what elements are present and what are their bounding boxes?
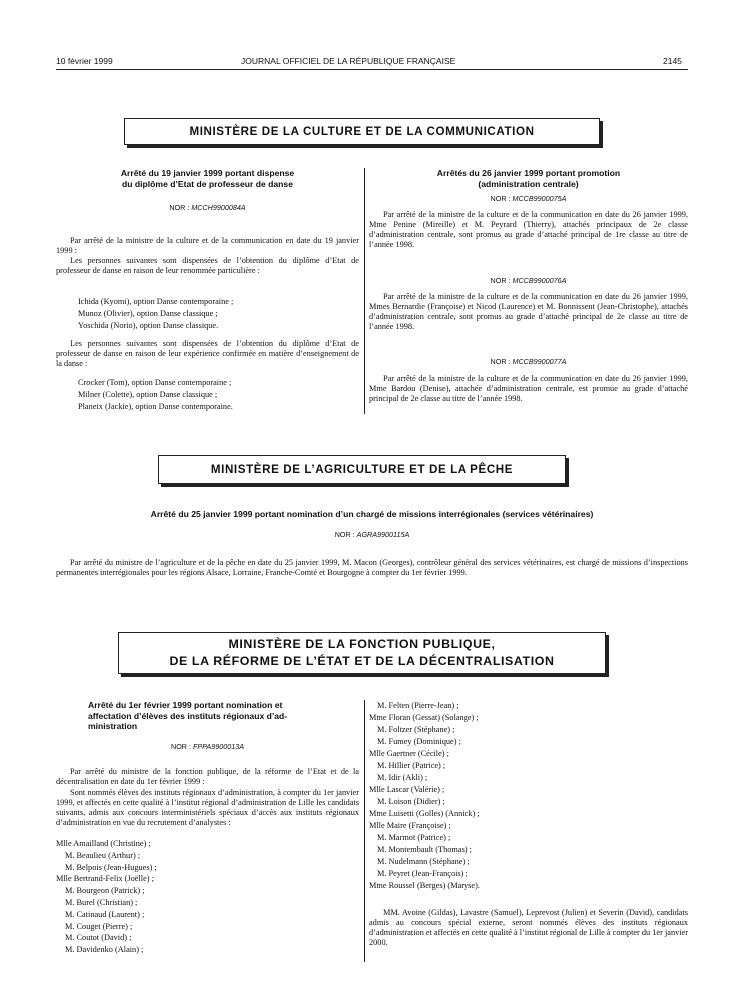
title-line: DE LA RÉFORME DE L’ÉTAT ET DE LA DÉCENTRALISATION bbox=[169, 654, 555, 668]
list-item: M. Fumey (Dominique) ; bbox=[377, 737, 461, 746]
list-item: M. Montembault (Thomas) ; bbox=[377, 845, 472, 854]
list-item: Ichida (Kyomi), option Danse contemporaine ; bbox=[78, 297, 234, 306]
list-item: M. Couget (Pierre) ; bbox=[65, 921, 133, 931]
culture-right-nor-1 bbox=[369, 194, 688, 203]
nor-label: NOR : bbox=[490, 194, 511, 203]
fonction-candidate-list-right bbox=[369, 700, 687, 892]
list-item: M. Belpois (Jean-Hugues) ; bbox=[65, 862, 157, 872]
list-item: M. Bourgeon (Patrick) ; bbox=[65, 886, 145, 896]
list-item: Mlle Bertrand-Felix (Joëlle) ; bbox=[56, 874, 154, 884]
column-divider bbox=[364, 700, 365, 962]
list-item: M. Foltzer (Stéphane) ; bbox=[377, 725, 455, 734]
list-item: Mlle Amailland (Christine) ; bbox=[56, 839, 151, 848]
list-item: Milner (Colette), option Danse classique ; bbox=[78, 390, 218, 400]
journal-title: JOURNAL OFFICIEL DE LA RÉPUBLIQUE FRANÇAISE bbox=[241, 56, 456, 66]
fonction-heading bbox=[56, 700, 359, 732]
culture-list-renommee bbox=[78, 296, 358, 332]
list-item: M. Beaulieu (Arthur) ; bbox=[65, 850, 141, 860]
culture-right-heading bbox=[369, 168, 688, 189]
culture-left-body-2 bbox=[56, 339, 359, 369]
culture-right-nor-2 bbox=[369, 276, 688, 285]
paragraph: Par arrêté de la ministre de la culture et de la communication en date du 19 janvier 1999 : bbox=[56, 236, 359, 255]
list-item: Mlle Maire (Françoise) ; bbox=[369, 821, 451, 830]
fonction-body-2 bbox=[369, 908, 688, 948]
paragraph: Par arrêté de la ministre de la culture et de la communication en date du 26 janvier 1999, Mme Bardou (Denise), attachée d’administration centrale, est promue au grade d’attaché principal de 2e classe au titre de l’année 1998. bbox=[369, 374, 688, 403]
culture-left-heading bbox=[56, 168, 359, 189]
nor-code: AGRA9900115A bbox=[356, 530, 410, 539]
paragraph: MM. Avoine (Gildas), Lavastre (Samuel), Leprevost (Julien) et Severin (David), candidats admis au concours spécial externe, seront nommés élèves des instituts régionaux d’administration et affectés en cette qualité à l’institut régional de Lille à compter du 1er janvier 2000. bbox=[369, 908, 688, 947]
heading-line: du diplôme d’Etat de professeur de danse bbox=[122, 178, 293, 189]
nor-label: NOR : bbox=[490, 276, 511, 285]
agriculture-ministry-title: MINISTÈRE DE L’AGRICULTURE ET DE LA PÊCHE bbox=[158, 455, 566, 484]
list-item: M. Felten (Pierre-Jean) ; bbox=[377, 701, 459, 710]
list-item: Crocker (Tom), option Danse contemporaine ; bbox=[78, 378, 232, 387]
paragraph: Sont nommés élèves des instituts régionaux d’administration, à compter du 1er janvier 1999, et affectés en cette qualité à l’institut régional d’administration de Lille les candidats suivants, admis aux concours interministériels spéciaux d’accès aux instituts régionaux d’administration en vue du recrutement d’analystes : bbox=[56, 788, 359, 827]
nor-code: MCCH9900084A bbox=[191, 203, 246, 212]
heading-line: affectation d’élèves des instituts régionaux d’ad- bbox=[88, 710, 288, 721]
culture-right-para-1 bbox=[369, 210, 688, 250]
issue-date: 10 février 1999 bbox=[56, 56, 113, 66]
list-item: Planeix (Jackie), option Danse contemporaine. bbox=[78, 402, 233, 412]
fonction-body bbox=[56, 767, 359, 828]
page-number: 2145 bbox=[663, 56, 682, 66]
agriculture-nor bbox=[56, 530, 688, 539]
fonction-nor bbox=[56, 742, 359, 751]
nor-code: MCCB9900077A bbox=[512, 357, 567, 366]
heading-line: (administration centrale) bbox=[478, 178, 579, 189]
paragraph: Par arrêté du ministre de l’agriculture et de la pêche en date du 25 janvier 1999, M. Macon (Georges), contrôleur général des services vétérinaires, est chargé de missions d’inspections permanentes interrégionales pour les régions Alsace, Lorraine, Franche-Comté et Bourgogne à compter du 1er février 1999. bbox=[56, 558, 688, 577]
paragraph: Les personnes suivantes sont dispensées de l’obtention du diplôme d’Etat de professeur de danse en raison de leur renommée particulière : bbox=[56, 256, 359, 275]
list-item: Mme Roussel (Berges) (Maryse). bbox=[369, 881, 480, 890]
paragraph: Par arrêté de la ministre de la culture et de la communication en date du 26 janvier 1999, Mme Penine (Mireille) et M. Peyrard (Thierry), attachés principaux de 2e classe d’administration centrale, sont promus au grade d’attaché principal de 1re classe au titre de l’année 1998. bbox=[369, 210, 688, 249]
heading-line: ministration bbox=[88, 721, 138, 731]
heading-line: Arrêté du 19 janvier 1999 portant dispense bbox=[120, 168, 295, 178]
nor-label: NOR : bbox=[334, 530, 355, 539]
title-line: MINISTÈRE DE LA FONCTION PUBLIQUE, bbox=[228, 637, 496, 651]
list-item: M. Marmot (Patrice) ; bbox=[377, 833, 451, 842]
list-item: Mlle Lascar (Valérie) ; bbox=[369, 785, 445, 794]
list-item: M. Burel (Christian) ; bbox=[65, 897, 138, 907]
nor-code: MCCB9900076A bbox=[512, 276, 567, 285]
list-item: Mme Floran (Gessat) (Solange) ; bbox=[369, 713, 479, 722]
culture-right-nor-3 bbox=[369, 357, 688, 366]
list-item: M. Idir (Akli) ; bbox=[377, 773, 428, 782]
culture-left-body bbox=[56, 236, 359, 276]
culture-ministry-title: MINISTÈRE DE LA CULTURE ET DE LA COMMUNICATION bbox=[124, 118, 600, 145]
list-item: M. Catinaud (Laurent) ; bbox=[65, 909, 145, 919]
list-item: M. Davidenko (Alain) ; bbox=[65, 945, 144, 955]
header-rule bbox=[56, 69, 688, 70]
nor-code: FPPA9900013A bbox=[192, 742, 244, 751]
list-item: Yoschida (Norio), option Danse classique. bbox=[78, 321, 219, 331]
agriculture-body bbox=[56, 558, 688, 578]
nor-label: NOR : bbox=[490, 357, 511, 366]
fonction-candidate-list-left bbox=[56, 838, 356, 956]
fonction-publique-ministry-title bbox=[118, 632, 606, 674]
agriculture-heading: Arrêté du 25 janvier 1999 portant nomination d’un chargé de missions interrégionales (services vétérinaires) bbox=[150, 509, 594, 519]
list-item: Munoz (Olivier), option Danse classique ; bbox=[78, 309, 218, 319]
list-item: M. Loison (Didier) ; bbox=[377, 797, 445, 806]
list-item: M. Coutot (David) ; bbox=[65, 933, 132, 943]
list-item: M. Hillier (Patrice) ; bbox=[377, 761, 446, 770]
culture-right-para-3 bbox=[369, 374, 688, 404]
culture-right-para-2 bbox=[369, 292, 688, 332]
nor-code: MCCB9900075A bbox=[512, 194, 567, 203]
list-item: M. Nudelmann (Stéphane) ; bbox=[377, 857, 470, 866]
nor-label: NOR : bbox=[171, 742, 191, 751]
heading-line: Arrêtés du 26 janvier 1999 portant promotion bbox=[436, 168, 621, 178]
list-item: M. Peyret (Jean-François) ; bbox=[377, 869, 468, 878]
heading-line: Arrêté du 1er février 1999 portant nomination et bbox=[88, 700, 283, 710]
column-divider bbox=[364, 168, 365, 414]
paragraph: Les personnes suivantes sont dispensées de l’obtention du diplôme d’Etat de professeur de danse en raison de leur expérience confirmée en matière d’enseignement de la danse : bbox=[56, 339, 359, 368]
paragraph: Par arrêté du ministre de la fonction publique, de la réforme de l’Etat et de la décentralisation en date du 1er février 1999 : bbox=[56, 767, 359, 786]
list-item: Mlle Gaertner (Cécile) ; bbox=[369, 749, 449, 758]
list-item: Mme Luisetti (Golles) (Annick) ; bbox=[369, 809, 480, 818]
culture-list-experience bbox=[78, 377, 358, 413]
culture-left-nor bbox=[56, 203, 359, 212]
nor-label: NOR : bbox=[169, 203, 190, 212]
paragraph: Par arrêté de la ministre de la culture et de la communication en date du 26 janvier 1999, Mmes Bernardie (Françoise) et Nicod (Laurence) et M. Bonnissent (Jean-Christophe), attachés d’administration centrale, sont promus au grade d’attaché principal de 2e classe au titre de l’année 1998. bbox=[369, 292, 688, 331]
